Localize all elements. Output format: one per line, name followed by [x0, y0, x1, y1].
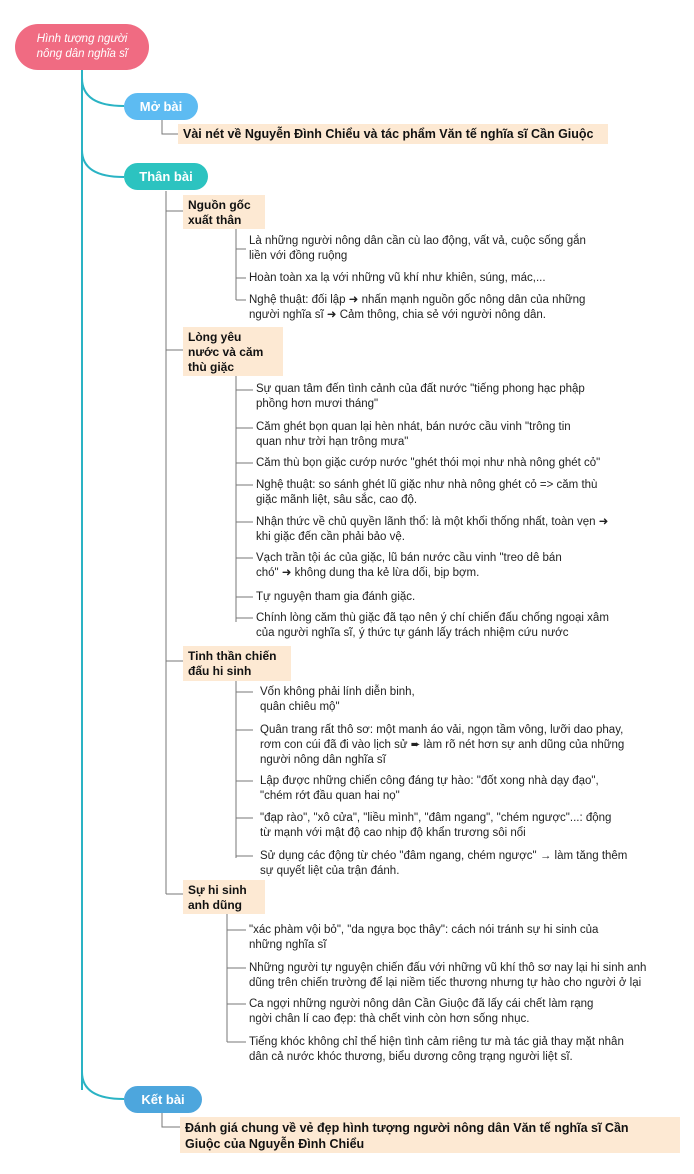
- leaf-item: "đạp rào", "xô cửa", "liều mình", "đâm ngang", "chém ngược"...: động từ mạnh với mật độ cao nhịp độ khẩn trương sôi nổi: [260, 812, 612, 839]
- section-ket-bai[interactable]: Kết bài: [124, 1086, 202, 1113]
- group-long-yeu-nuoc[interactable]: Lòng yêu nước và căm thù giặc: [183, 327, 283, 376]
- ket-bai-content[interactable]: Đánh giá chung về vẻ đẹp hình tượng người nông dân Văn tế nghĩa sĩ Cần Giuộc của Nguyễn Đình Chiểu: [180, 1117, 680, 1153]
- leaf-item: Nghệ thuật: đối lập ➜ nhấn mạnh nguồn gốc nông dân của những người nghĩa sĩ ➜ Cảm thông, chia sẻ với người nông dân.: [249, 294, 586, 321]
- group-tinh-than-chien-dau[interactable]: Tinh thần chiến đấu hi sinh: [183, 646, 291, 681]
- leaf-item: Vạch trần tội ác của giặc, lũ bán nước cầu vinh "treo dê bán chó" ➜ không dung tha kẻ lừa dối, bịp bợm.: [256, 552, 562, 579]
- leaf-item: Lập được những chiến công đáng tự hào: "đốt xong nhà dạy đạo", "chém rớt đầu quan hai nọ": [260, 775, 599, 802]
- leaf-item: Nghệ thuật: so sánh ghét lũ giặc như nhà nông ghét cỏ => căm thù giặc mãnh liệt, sâu sắc, cao độ.: [256, 479, 598, 506]
- section-mo-bai[interactable]: Mở bài: [124, 93, 198, 120]
- group-su-hi-sinh[interactable]: Sự hi sinh anh dũng: [183, 880, 265, 914]
- leaf-item: Nhận thức về chủ quyền lãnh thổ: là một khối thống nhất, toàn vẹn ➜ khi giặc đến cần phải bảo vệ.: [256, 516, 609, 543]
- section-than-bai[interactable]: Thân bài: [124, 163, 208, 190]
- leaf-item: Những người tự nguyện chiến đấu với những vũ khí thô sơ nay lại hi sinh anh dũng trên chiến trường để lại niềm tiếc thương nhưng tự hào cho người ở lại: [249, 962, 647, 989]
- leaf-item: Vốn không phải lính diễn binh, quân chiêu mộ": [260, 686, 415, 713]
- leaf-item: Sử dụng các động từ chéo "đâm ngang, chém ngược" → làm tăng thêm sự quyết liệt của trận đánh.: [260, 850, 628, 877]
- leaf-item: Chính lòng căm thù giặc đã tạo nên ý chí chiến đấu chống ngoại xâm của người nghĩa sĩ, ý thức tự gánh lấy trách nhiệm cứu nước: [256, 612, 609, 639]
- leaf-item: Quân trang rất thô sơ: một manh áo vải, ngọn tầm vông, lưỡi dao phay, rơm con cúi đã đi vào lịch sử ➨ làm rõ nét hơn sự anh dũng của những người nông dân nghĩa sĩ: [260, 724, 625, 766]
- mo-bai-content[interactable]: Vài nét về Nguyễn Đình Chiểu và tác phẩm Văn tế nghĩa sĩ Cần Giuộc: [178, 124, 608, 144]
- leaf-item: Căm ghét bọn quan lại hèn nhát, bán nước cầu vinh "trông tin quan như trời hạn trông mưa": [256, 421, 571, 448]
- leaf-item: Hoàn toàn xa lạ với những vũ khí như khiên, súng, mác,...: [249, 272, 546, 284]
- leaf-item: Là những người nông dân cần cù lao động, vất vả, cuộc sống gắn liền với đồng ruộng: [249, 235, 586, 262]
- link-than-bai: [82, 150, 124, 177]
- leaf-item: "xác phàm vội bỏ", "da ngựa bọc thây": cách nói tránh sự hi sinh của những nghĩa sĩ: [249, 924, 599, 951]
- leaf-item: Sự quan tâm đến tình cảnh của đất nước "tiếng phong hạc phập phồng hơn mươi tháng": [256, 383, 585, 410]
- leaf-item: Tiếng khóc không chỉ thể hiện tình cảm riêng tư mà tác giả thay mặt nhân dân cả nước khóc thương, biểu dương công trạng người liệt sĩ.: [249, 1036, 624, 1063]
- link-mo-bai: [82, 78, 124, 106]
- root-node[interactable]: Hình tượng người nông dân nghĩa sĩ: [15, 24, 149, 70]
- leaf-item: Căm thù bọn giặc cướp nước "ghét thói mọi như nhà nông ghét cỏ": [256, 457, 601, 469]
- link-ket-bai: [82, 1072, 124, 1099]
- leaf-item: Ca ngợi những người nông dân Cần Giuộc đã lấy cái chết làm rạng ngời chân lí cao đẹp: thà chết vinh còn hơn sống nhục.: [249, 998, 594, 1025]
- group-nguon-goc[interactable]: Nguồn gốc xuất thân: [183, 195, 265, 229]
- leaf-item: Tự nguyện tham gia đánh giặc.: [256, 591, 416, 603]
